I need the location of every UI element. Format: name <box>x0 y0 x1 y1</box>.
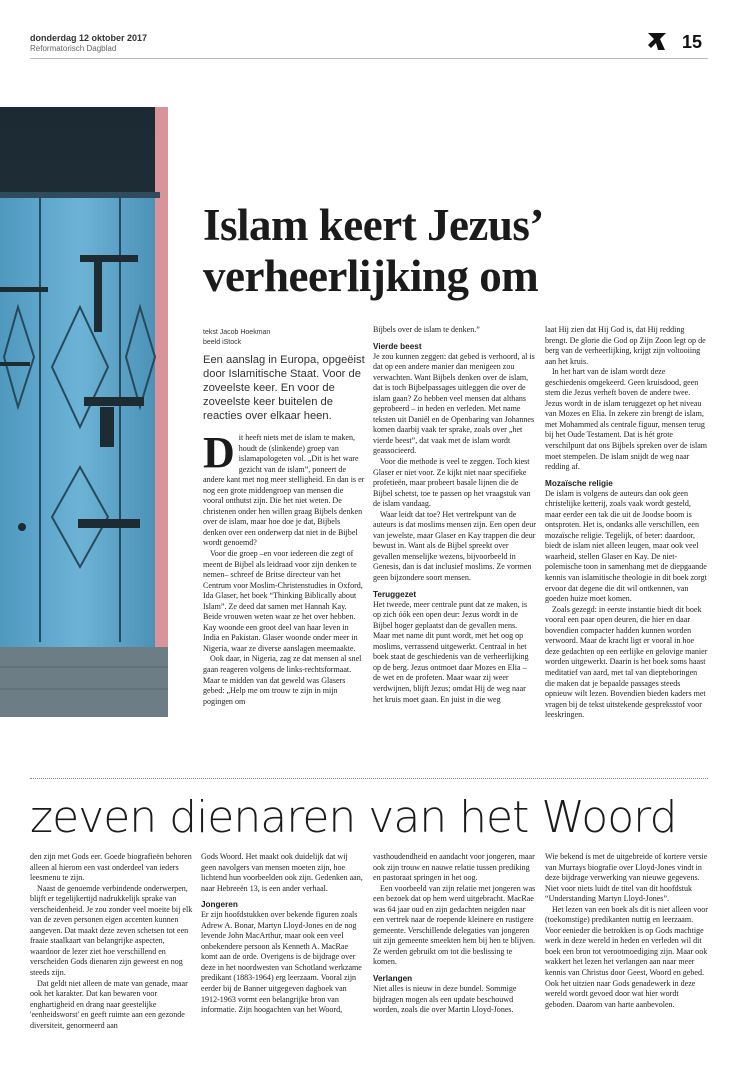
page-number: 15 <box>682 32 703 52</box>
paragraph: Voor die groep –en voor iedereen die zegt of meent de Bijbel als leidraad voor zijn denken te nemen– schreef de Britse directeur van het Centrum voor Moslim-Christenstudies in Oxford, Ida Glaser, het boek “Thinking Biblically about Islam”. Ze deed dat samen met Hannah Kay. Beide vrouwen weten waar ze het over hebben. Kay woonde een groot deel van haar leven in India en Pakistan. Glaser woonde onder meer in Nigeria, waar ze diverse aanslagen meemaakte. <box>203 549 363 653</box>
headline-line-1: Islam keert Jezus’ <box>203 200 544 250</box>
subheading: Verlangen <box>373 974 413 984</box>
paragraph: Bijbels over de islam te denken.” <box>373 325 480 334</box>
paragraph: Waar leidt dat toe? Het vertrekpunt van de auteurs is dat moslims mensen zijn. Een open deur van jewelste, maar Glaser en Kay trappen die deur bewust in. Want als de Bijbel spreekt over gevallen menselijke wezens, bijvoorbeeld in Genesis, dan is dat inclusief moslims. Ze vormen geen bijzondere soort mensen. <box>373 509 536 583</box>
article-headline <box>203 200 713 302</box>
paragraph: Ook daar, in Nigeria, zag ze dat mensen al snel gaan reageren volgens de links-rechtsformaat. Maar te midden van dat geweld was Glasers gebed: „Help me om trouw te zijn in mijn pogingen om <box>203 654 362 706</box>
issue-date: donderdag 12 oktober 2017 <box>30 33 148 43</box>
second-article-headline: zeven dienaren van het Woord <box>30 792 677 843</box>
rd-logo-icon <box>646 30 668 52</box>
paragraph: Naast de genoemde verbindende onderwerpen, blijft er tegelijkertijd nadrukkelijk sprake van verscheidenheid. Je zou zonder veel moeite bij elk van de zeven personen eigen accenten kunnen aangeven. Dat maakt deze zeven schetsen tot een fraaie staalkaart van belangrijke aspecten, waardoor de lezer ziet hoe verschillend en verscheiden Gods dienaren zijn geweest en nog steeds zijn. <box>30 883 193 978</box>
second-article-column-3 <box>373 852 536 1016</box>
second-article-column-1 <box>30 852 193 1031</box>
byline-image: beeld iStock <box>203 339 242 346</box>
subheading: Jongeren <box>201 900 238 910</box>
headline-line-2: verheerlijking om <box>203 251 539 301</box>
byline <box>203 328 270 348</box>
article-photo <box>0 107 168 717</box>
paragraph: den zijn met Gods eer. Goede biografieën behoren alleen al hierom een vast onderdeel van ieders leesmenu te zijn. <box>30 852 192 883</box>
paragraph: Het lezen van een boek als dit is niet alleen voor (toekomstige) predikanten nuttig en leerzaam. Voor eenieder die betrokken is op Gods machtige werk in deze wereld in heden en verleden wil dit boek een bron tot verootmoediging zijn. Maar ook wakkert het lezen het verlangen aan naar meer kennis van Christus door Geest, Woord en gebed. Ook het uitzien naar Gods genadewerk in deze wereld wordt gevoed door wat hier wordt geboden. Daarom van harte aanbevolen. <box>545 904 708 1009</box>
paragraph: Het tweede, meer centrale punt dat ze maken, is op zich óók een open deur: Jezus wordt in de Bijbel hoger geplaatst dan de gevallen mens. Maar met name dit punt wordt, met het oog op moslims, verrassend uitgewerkt. Centraal in het boek staat de geschiedenis van de verheerlijking op de berg. Jezus ontmoet daar Mozes en Elia – de wet en de profeten. Maar waar zij weer verdwijnen, blijft Jezus; omdat Hij de weg naar het kruis moet gaan. En juist in die weg <box>373 599 529 704</box>
article-column-2 <box>373 325 536 705</box>
article-column-1 <box>203 428 365 707</box>
paragraph: Zoals gezegd: in eerste instantie biedt dit boek vooral een paar open deuren, die hier en daar bovendien compacter hadden kunnen worden verwoord. Maar de kracht ligt er vooral in hoe deze gedachten op een eerlijke en gelovige manier worden uitgewerkt. Daarin is het boek soms haast meditatief van aard, met tal van diepteboringen die maken dat je bepaalde passages steeds opnieuw wilt lezen. Bovendien bieden kaders met vragen bij de tekst uitstekende gespreksstof voor leeskringen. <box>545 604 708 720</box>
paragraph: laat Hij zien dat Hij God is, dat Hij redding brengt. De glorie die God op Zijn Zoon legt op de berg van de verheerlijking, krijgt zijn voltooiing aan het kruis. <box>545 325 706 366</box>
byline-text: tekst Jacob Hoekman <box>203 329 271 336</box>
paragraph: Voor die methode is veel te zeggen. Toch kiest Glaser er niet voor. Ze kijkt niet naar specifieke profetieën, maar probeert basale lijnen die de Bijbel schetst, toe te passen op het vraagstuk van de islam vandaag. <box>373 457 531 509</box>
subheading: Mozaïsche religie <box>545 478 613 488</box>
paragraph: Niet alles is nieuw in deze bundel. Sommige bijdragen mogen als een update beschouwd worden, zoals die over Martin Lloyd-Jones. <box>373 984 517 1015</box>
paragraph: De islam is volgens de auteurs dan ook geen christelijke ketterij, zoals vaak wordt gesteld, maar eerder een tak die uit de Joodse boom is ontsproten. Het is, ondanks alle verschillen, een mozaïsche religie. Tegelijk, of beter: daardoor, biedt de islam niet alleen leugen, maar ook veel waarheid, stellen Glaser en Kay. De niet-polemische toon in samenhang met de diepgaande kennis van islamitische theologie in dit boek zorgt ervoor dat degene die dit wil ontkennen, van goeden huize moet komen. <box>545 488 707 604</box>
paragraph: it heeft niets met de islam te maken, houdt de (slinkende) groep van islamapologeten vol. „Dit is het ware gezicht van de islam”, poneert de andere kant met nog meer stelligheid. En dan is er nog een grote middengroep van mensen die vooral onthutst zijn. Die het niet weten. De christenen onder hen willen graag Bijbels denken over de islam, maar hoe doe je dat, Bijbels denken over een onderwerp dat niet in de Bijbel wordt genoemd? <box>203 433 365 548</box>
paragraph: Een voorbeeld van zijn relatie met jongeren was een bezoek dat op hem werd uitgebracht. MacRae was 64 jaar oud en zijn gedachten neigden naar een vertrek naar de roepende kleinere en rustigere gemeente. Verschillende delegaties van jongeren uit zijn gemeente smeekten hem bij hen te blijven. Ze werden gebruikt om tot die beslissing te komen. <box>373 883 536 967</box>
second-article-column-2 <box>201 852 364 1016</box>
subheading: Teruggezet <box>373 589 417 599</box>
publication-name: Reformatorisch Dagblad <box>30 44 117 53</box>
paragraph: vasthoudendheid en aandacht voor jongeren, maar ook zijn trouw en nauwe relatie tussen prediking en pastoraat springen in het oog. <box>373 852 535 883</box>
second-article-column-4 <box>545 852 708 1010</box>
paragraph: In het hart van de islam wordt deze geschiedenis omgekeerd. Geen kruisdood, geen stem die Jezus verheft boven de andere twee. Jezus wordt in de islam teruggezet op het niveau van Mozes en Elia. In zekere zin brengt de islam, met Mohammed als centrale figuur, mensen terug bij het Oude Testament. Dat is hét grote verschilpunt dat ons Bijbels spreken over de islam moet stempelen. De islam snijdt de weg naar redding af. <box>545 367 708 472</box>
paragraph: Dat geldt niet alleen de mate van genade, maar ook het karakter. Dat kan bewaren voor enghartigheid en drang naar geestelijke 'eenheidsworst' en geeft ruimte aan een gezonde diversiteit, genormeerd aan <box>30 978 188 1030</box>
header-divider <box>30 58 708 59</box>
paragraph: Wie bekend is met de uitgebreide of kortere versie van Murrays biografie over Lloyd-Jones vindt in deze bijdrage verwerking van nieuwe gegevens. Niet voor niets luidt de titel van dit hoofdstuk “Understanding Martyn Lloyd-Jones”. <box>545 852 708 904</box>
drop-cap: D <box>203 428 235 477</box>
door-illustration <box>0 107 168 717</box>
article-lead: Een aanslag in Europa, opgeëist door Islamitische Staat. Voor de zoveelste keer. En voor de zoveelste keer buitelen de reacties over elkaar heen. <box>203 354 365 422</box>
article-column-3 <box>545 325 708 721</box>
paragraph: Gods Woord. Het maakt ook duidelijk dat wij geen navolgers van mensen moeten zijn, hoe lichtend hun voorbeelden ook zijn. Gedenken aan, naar Hebreeën 13, is een ander verhaal. <box>201 852 363 893</box>
subheading: Vierde beest <box>373 341 422 351</box>
paragraph: Er zijn hoofdstukken over bekende figuren zoals Adrew A. Bonar, Martyn Lloyd-Jones en de nog levende John MacArthur, maar ook een veel onbekendere persoon als Kenneth A. MacRae komt aan de orde. Overigens is de bijdrage over deze in het noordwesten van Schotland werkzame predikant (1883-1964) erg leerzaam. Vooral zijn eerder bij de Banner uitgegeven dagboek van 1912-1963 vormt een belangrijke bron van informatie. Zijn hoogachten van het Woord, <box>201 910 362 1015</box>
paragraph: Je zou kunnen zeggen: dat gebed is verhoord, al is dat op een andere manier dan menigeen zou verwachten. Want Bijbels denken over de islam, dat is toch Bijbelpassages uitleggen die over de islam gaan? Zo hebben veel mensen dat althans geprobeerd – in heden en verleden. Met name teksten uit Daniël en de Openbaring van Johannes komen daarbij vaak ter sprake, zoals over „het vierde beest”, dat vaak met de islam wordt geassocieerd. <box>373 351 535 456</box>
section-divider <box>30 778 708 779</box>
